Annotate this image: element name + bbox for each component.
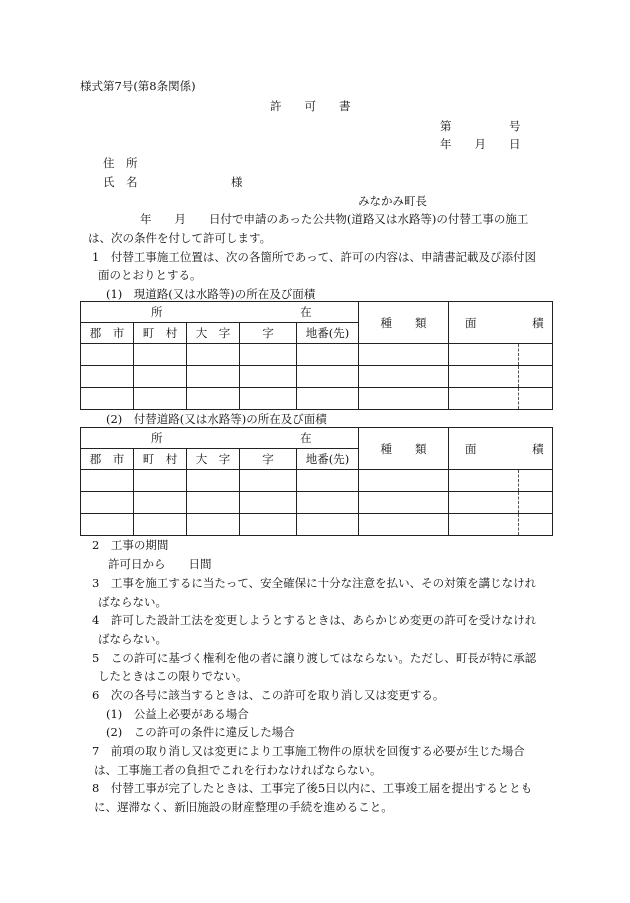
item-6-sub-2: (2) この許可の条件に違反した場合 [106,725,295,739]
table-row [81,470,553,492]
table-row [81,366,553,388]
col-chiban: 地番(先) [297,449,359,470]
item-2-title: 2 工事の期間 [92,538,169,552]
col-cho-son: 町 村 [134,323,187,344]
intro-line-1: 年 月 日付で申請のあった公共物(道路又は水路等)の付替工事の施工 [140,212,529,226]
item-8-line-1: 8 付替工事が完了したときは、工事完了後5日以内に、工事竣工届を提出するととも [92,781,533,795]
item-7-line-1: 7 前項の取り消し又は変更により工事施工物件の原状を回復する必要が生じた場合 [92,744,525,758]
col-chiban: 地番(先) [297,323,359,344]
issuer: みなかみ町長 [358,194,427,208]
replacement-road-table [80,427,553,536]
intro-line-2: は、次の条件を付して許可します。 [88,231,272,245]
document-title: 許 可 書 [270,99,351,113]
col-gun-shi: 郡 市 [81,449,134,470]
item-7-line-2: は、工事施工者の負担でこれを行わなければならない。 [94,763,382,777]
item-2-detail: 許可日から 日間 [108,557,212,571]
type-header: 種 類 [359,302,449,344]
honorific: 様 [231,175,243,189]
item-3-line-2: ばならない。 [98,595,167,609]
item-1-line-1: 1 付替工事施工位置は、次の各箇所であって、許可の内容は、申請書記載及び添付図 [92,250,536,264]
item-4-line-2: ばならない。 [98,632,167,646]
table-row [81,514,553,536]
item-5-line-2: したときはこの限りでない。 [98,669,248,683]
col-aza: 字 [240,449,297,470]
issue-date: 年 月 日 [440,137,521,151]
current-road-table [80,301,553,410]
location-header: 所 在 [81,302,359,323]
table-row [81,344,553,366]
form-number: 様式第7号(第8条関係) [80,79,196,93]
item-4-line-1: 4 許可した設計工法を変更しようとするときは、あらかじめ変更の許可を受けなけれ [92,613,537,627]
table-row [81,492,553,514]
item-5-line-1: 5 この許可に基づく権利を他の者に譲り渡してはならない。ただし、町長が特に承認 [92,651,537,665]
subsection-1-title: (1) 現道路(又は水路等)の所在及び面積 [106,287,316,301]
col-gun-shi: 郡 市 [81,323,134,344]
item-6-sub-1: (1) 公益上必要がある場合 [106,707,249,721]
area-header: 面 積 [449,302,553,344]
subsection-2-title: (2) 付替道路(又は水路等)の所在及び面積 [106,412,327,426]
col-aza: 字 [240,323,297,344]
item-6-line-1: 6 次の各号に該当するときは、この許可を取り消し又は変更する。 [92,688,445,702]
type-header: 種 類 [359,428,449,470]
location-header: 所 在 [81,428,359,449]
name-label: 氏 名 [103,175,138,189]
item-1-line-2: 面のとおりとする。 [98,268,202,282]
area-header: 面 積 [449,428,553,470]
col-cho-son: 町 村 [134,449,187,470]
col-oaza: 大 字 [187,449,240,470]
col-oaza: 大 字 [187,323,240,344]
table-row [81,388,553,410]
address-label: 住 所 [103,156,138,170]
document-number: 第 号 [440,119,521,133]
item-3-line-1: 3 工事を施工するに当たって、安全確保に十分な注意を払い、その対策を講じなけれ [92,576,537,590]
item-8-line-2: に、遅滞なく、新旧施設の財産整理の手続を進めること。 [94,800,393,814]
